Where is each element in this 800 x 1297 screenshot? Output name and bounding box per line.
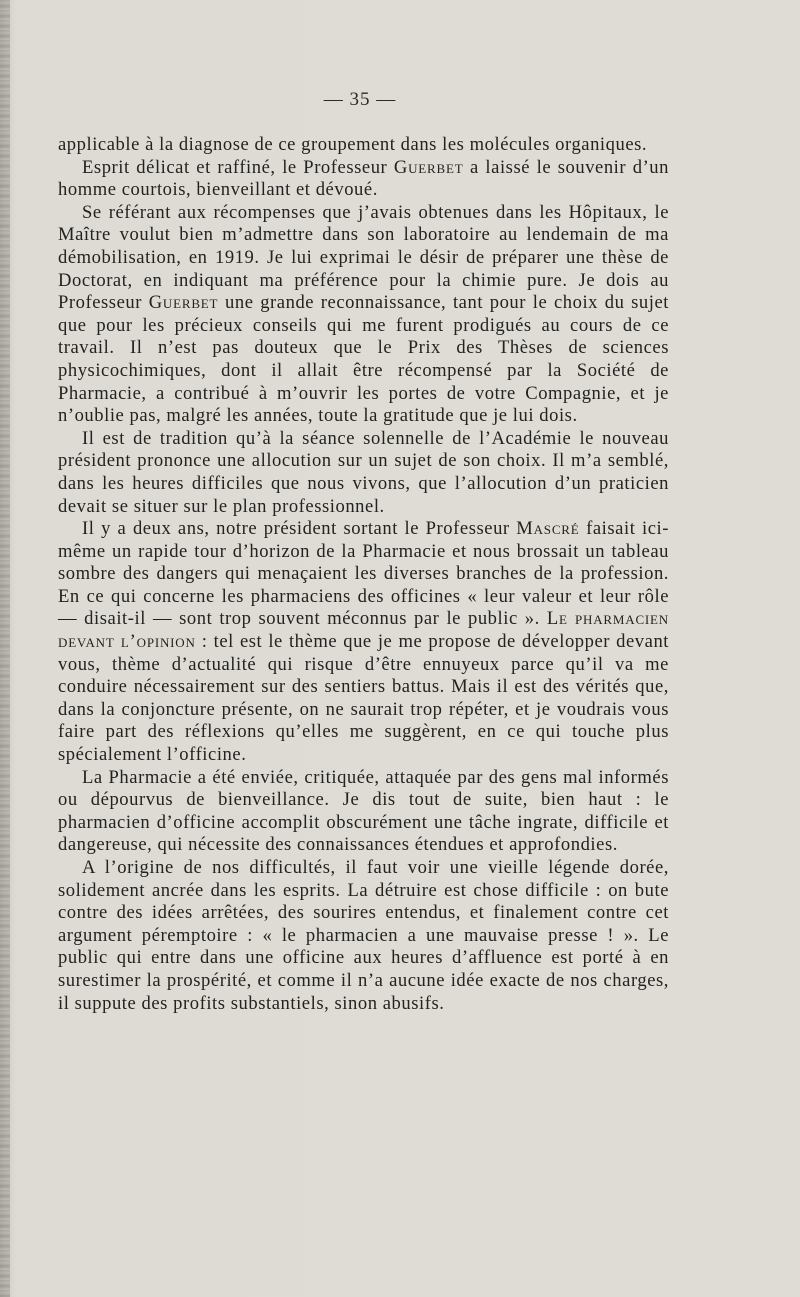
body-text bbox=[58, 134, 669, 1015]
paragraph bbox=[58, 857, 669, 1015]
text-segment: Il y a deux ans, notre président sortant le Professeur bbox=[82, 518, 517, 540]
author-name-guerbet: Guerbet bbox=[393, 156, 464, 178]
text-segment: : tel est le thème que je me propose de développer devant vous, thème d’actualité qui risque d’être ennuyeux parce qu’il va me conduire nécessairement sur des sentiers battus. Mais il est des vérités que, dans la conjoncture présente, on ne saurait trop répéter, et je voudrais vous faire part des réflexions qu’elles me suggèrent, en ce qui touche plus spécialement l’officine. bbox=[58, 631, 670, 766]
text-segment: Esprit délicat et raffiné, le Professeur bbox=[82, 156, 394, 178]
paragraph bbox=[58, 134, 669, 157]
text-segment: applicable à la diagnose de ce groupement dans les molécules organiques. bbox=[58, 134, 648, 155]
paragraph bbox=[58, 202, 669, 428]
paragraph bbox=[58, 157, 669, 202]
paragraph bbox=[58, 518, 669, 767]
text-segment: faisait ici-même un rapide tour d’horizon de la Pharmacie et nous brossait un tableau sombre des dangers qui menaçaient les diverses branches de la profession. En ce qui concerne les pharmaciens des officines « leur valeur et leur rôle — disait-il — sont trop souvent méconnus par le public ». bbox=[58, 518, 670, 630]
text-segment: a laissé le souvenir d’un homme courtois, bienveillant et dévoué. bbox=[58, 156, 670, 201]
paragraph bbox=[58, 428, 669, 518]
text-segment: A l’origine de nos difficultés, il faut voir une vieille légende dorée, solidement ancrée dans les esprits. La détruire est chose difficile : on bute contre des idées arrêtées, des sourires entendus, et finalement contre cet argument péremptoire : « le pharmacien a une mauvaise presse ! ». Le public qui entre dans une officine aux heures d’affluence est porté à en surestimer la prospérité, et comme il n’a aucune idée exacte de nos charges, il suppute des profits substantiels, sinon abusifs. bbox=[58, 857, 669, 1014]
page-number: — 35 — bbox=[323, 89, 397, 110]
theme-title: Le pharmacien devant l’opinion bbox=[58, 608, 669, 653]
text-segment: Il est de tradition qu’à la séance solennelle de l’Académie le nouveau président prononce une allocution sur un sujet de son choix. Il m’a semblé, dans les heures difficiles que nous vivons, que l’allocution d’un praticien devait se situer sur le plan professionnel. bbox=[58, 427, 669, 517]
author-name-mascre: Mascré bbox=[516, 518, 580, 540]
text-segment: une grande reconnaissance, tant pour le choix du sujet que pour les précieux conseils qui me furent prodigués au cours de ce travail. Il n’est pas douteux que le Prix des Thèses de sciences physicochimiques, dont il allait être récompensé par la Société de Pharmacie, a contribué à m’ouvrir les portes de votre Compagnie, et je n’oublie pas, malgré les années, toute la gratitude que je lui dois. bbox=[58, 292, 670, 427]
text-segment: Se référant aux récompenses que j’avais obtenues dans les Hôpitaux, le Maître voulut bien m’admettre dans son laboratoire au lendemain de ma démobilisation, en 1919. Je lui exprimai le désir de préparer une thèse de Doctorat, en indiquant ma préférence pour la chimie pure. Je dois au Professeur bbox=[58, 201, 669, 314]
paragraph bbox=[58, 767, 669, 857]
author-name-guerbet: Guerbet bbox=[148, 292, 219, 314]
text-segment: La Pharmacie a été enviée, critiquée, attaquée par des gens mal informés ou dépourvus de bienveillance. Je dis tout de suite, bien haut : le pharmacien d’officine accomplit obscurément une tâche ingrate, difficile et dangereuse, qui nécessite des connaissances étendues et approfondies. bbox=[58, 766, 669, 856]
binding-edge bbox=[0, 0, 10, 1297]
